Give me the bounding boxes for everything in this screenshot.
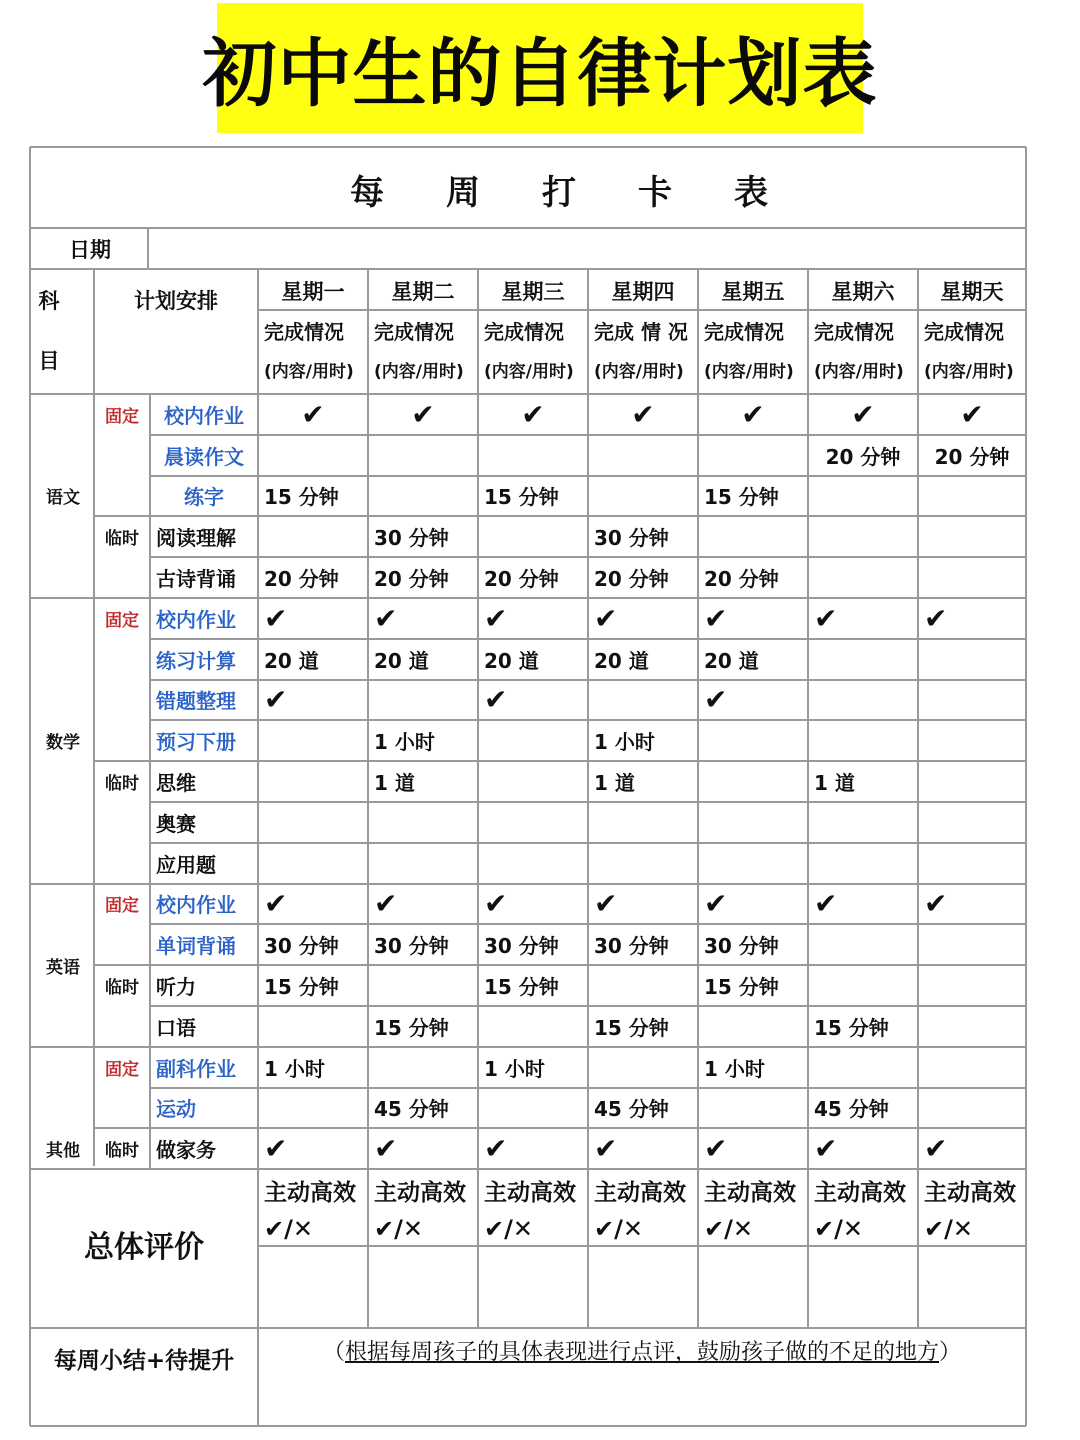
subject-name: 其他 [46,1141,80,1162]
overall-top: 主动高效 [814,1179,906,1206]
task-name: 听力 [156,975,196,1000]
group-type-tag: 临时 [105,529,139,550]
subject-name: 数学 [46,733,80,754]
task-name: 校内作业 [156,893,236,918]
grid-line [30,268,1026,270]
subject-name: 英语 [46,957,80,978]
overall-bottom: ✔/✕ [264,1215,313,1244]
check-mark: ✔ [814,887,838,921]
status-label: 完成情况 [814,319,894,344]
task-cell: 30 分钟 [264,934,339,959]
task-cell: 20 分钟 [374,567,449,592]
group-type-tag: 临时 [105,774,139,795]
task-cell: 15 分钟 [264,485,339,510]
task-cell: 45 分钟 [594,1097,669,1122]
grid-line [150,842,1026,844]
task-cell: 30 分钟 [594,526,669,551]
task-cell: 30 分钟 [374,934,449,959]
overall-top: 主动高效 [484,1179,576,1206]
check-mark: ✔ [631,397,655,431]
status-sub: (内容/用时) [924,361,1014,382]
task-cell: 30 分钟 [484,934,559,959]
task-cell: 1 小时 [484,1056,545,1081]
grid-line [258,1245,1026,1247]
task-cell: 20 分钟 [484,567,559,592]
status-sub: (内容/用时) [374,361,464,382]
check-mark: ✔ [301,397,325,431]
check-mark: ✔ [924,887,948,921]
task-cell: 20 分钟 [264,567,339,592]
task-cell: 1 小时 [704,1056,765,1081]
task-cell: 1 小时 [374,730,435,755]
task-name: 口语 [156,1015,196,1040]
day-header: 星期六 [831,280,895,304]
day-header: 星期一 [281,280,345,304]
check-mark: ✔ [594,1132,618,1166]
check-mark: ✔ [264,601,288,635]
task-cell: 20 道 [594,648,649,673]
check-mark: ✔ [374,1132,398,1166]
check-mark: ✔ [521,397,545,431]
group-type-tag: 临时 [105,1141,139,1162]
task-cell: 15 分钟 [484,975,559,1000]
task-cell: 20 道 [264,648,319,673]
task-cell: 1 道 [814,771,855,796]
day-header: 星期三 [501,280,565,304]
task-cell: 15 分钟 [374,1015,449,1040]
task-name: 错题整理 [156,689,236,714]
day-header: 星期天 [940,280,1004,304]
overall-bottom: ✔/✕ [484,1215,533,1244]
grid-line [147,228,149,269]
status-label: 完成情况 [924,319,1004,344]
overall-bottom: ✔/✕ [374,1215,423,1244]
status-label: 完成情况 [264,319,344,344]
task-name: 阅读理解 [156,526,236,551]
check-mark: ✔ [924,1132,948,1166]
group-type-tag: 固定 [105,406,139,427]
task-cell: 20 分钟 [594,567,669,592]
overall-bottom: ✔/✕ [594,1215,643,1244]
task-name: 校内作业 [164,403,244,428]
check-mark: ✔ [264,1132,288,1166]
task-cell: 30 分钟 [594,934,669,959]
task-name: 古诗背诵 [156,567,236,592]
task-name: 单词背诵 [156,934,236,959]
check-mark: ✔ [264,887,288,921]
task-cell: 45 分钟 [814,1097,889,1122]
check-mark: ✔ [594,601,618,635]
task-cell: 15 分钟 [264,975,339,1000]
status-sub: (内容/用时) [264,361,354,382]
overall-label: 总体评价 [84,1229,204,1265]
grid-line [30,227,1026,229]
subject-header: 科 [38,289,60,313]
task-cell: 15 分钟 [594,1015,669,1040]
check-mark: ✔ [594,887,618,921]
task-cell: 1 小时 [264,1056,325,1081]
grid-line [93,269,95,1166]
status-sub: (内容/用时) [484,361,574,382]
check-mark: ✔ [704,601,728,635]
check-mark: ✔ [741,397,765,431]
task-cell: 20 分钟 [934,444,1010,469]
date-label: 日期 [69,238,111,262]
day-header: 星期四 [611,280,675,304]
weekly-table-title: 每周打卡表 [350,172,830,213]
check-mark: ✔ [374,887,398,921]
task-cell: 1 道 [374,771,415,796]
task-cell: 15 分钟 [704,485,779,510]
check-mark: ✔ [411,397,435,431]
status-label: 完成 情 况 [594,319,688,344]
check-mark: ✔ [814,1132,838,1166]
status-label: 完成情况 [704,319,784,344]
check-mark: ✔ [704,1132,728,1166]
task-cell: 15 分钟 [814,1015,889,1040]
group-type-tag: 固定 [105,610,139,631]
task-cell: 30 分钟 [374,526,449,551]
check-mark: ✔ [484,683,508,717]
task-cell: 45 分钟 [374,1097,449,1122]
check-mark: ✔ [264,683,288,717]
task-name: 应用题 [156,852,216,877]
grid-line [149,394,151,1169]
task-name: 做家务 [156,1138,216,1163]
table-border-top [30,146,1026,148]
check-mark: ✔ [924,601,948,635]
task-name: 奥赛 [156,811,196,836]
summary-note: （ 根据每周孩子的具体表现进行点评，鼓励孩子做的不足的地方 ） [322,1339,962,1365]
status-label: 完成情况 [374,319,454,344]
task-cell: 15 分钟 [704,975,779,1000]
overall-top: 主动高效 [924,1179,1016,1206]
group-type-tag: 固定 [105,1059,139,1080]
task-cell: 20 道 [374,648,429,673]
grid-line [258,309,1026,311]
check-mark: ✔ [704,887,728,921]
task-cell: 1 道 [594,771,635,796]
check-mark: ✔ [814,601,838,635]
overall-bottom: ✔/✕ [814,1215,863,1244]
status-sub: (内容/用时) [594,361,684,382]
check-mark: ✔ [484,601,508,635]
task-cell: 20 分钟 [704,567,779,592]
grid-line [150,801,1026,803]
task-cell: 1 小时 [594,730,655,755]
overall-bottom: ✔/✕ [704,1215,753,1244]
table-border-bottom [30,1425,1026,1427]
task-cell: 30 分钟 [704,934,779,959]
plan-header: 计划安排 [134,289,218,313]
check-mark: ✔ [960,397,984,431]
task-name: 预习下册 [156,730,236,755]
overall-top: 主动高效 [264,1179,356,1206]
overall-top: 主动高效 [594,1179,686,1206]
check-mark: ✔ [704,683,728,717]
check-mark: ✔ [484,887,508,921]
page-title: 初中生的自律计划表 [202,31,878,117]
check-mark: ✔ [851,397,875,431]
task-name: 思维 [156,771,196,796]
status-sub: (内容/用时) [814,361,904,382]
check-mark: ✔ [484,1132,508,1166]
task-cell: 15 分钟 [484,485,559,510]
group-type-tag: 固定 [105,896,139,917]
day-header: 星期二 [391,280,455,304]
task-name: 校内作业 [156,607,236,632]
subject-name: 语文 [46,488,80,509]
day-header: 星期五 [721,280,785,304]
task-cell: 20 道 [484,648,539,673]
overall-top: 主动高效 [374,1179,466,1206]
summary-label: 每周小结+待提升 [53,1347,235,1374]
task-cell: 20 道 [704,648,759,673]
subject-header: 目 [38,349,60,373]
task-name: 练字 [184,485,224,510]
grid-line [30,1327,1026,1329]
overall-top: 主动高效 [704,1179,796,1206]
task-name: 运动 [156,1097,196,1122]
task-cell: 20 分钟 [825,444,901,469]
check-mark: ✔ [374,601,398,635]
overall-bottom: ✔/✕ [924,1215,973,1244]
status-label: 完成情况 [484,319,564,344]
task-name: 晨读作文 [164,444,244,469]
status-sub: (内容/用时) [704,361,794,382]
task-name: 练习计算 [156,648,236,673]
task-name: 副科作业 [156,1056,236,1081]
group-type-tag: 临时 [105,978,139,999]
